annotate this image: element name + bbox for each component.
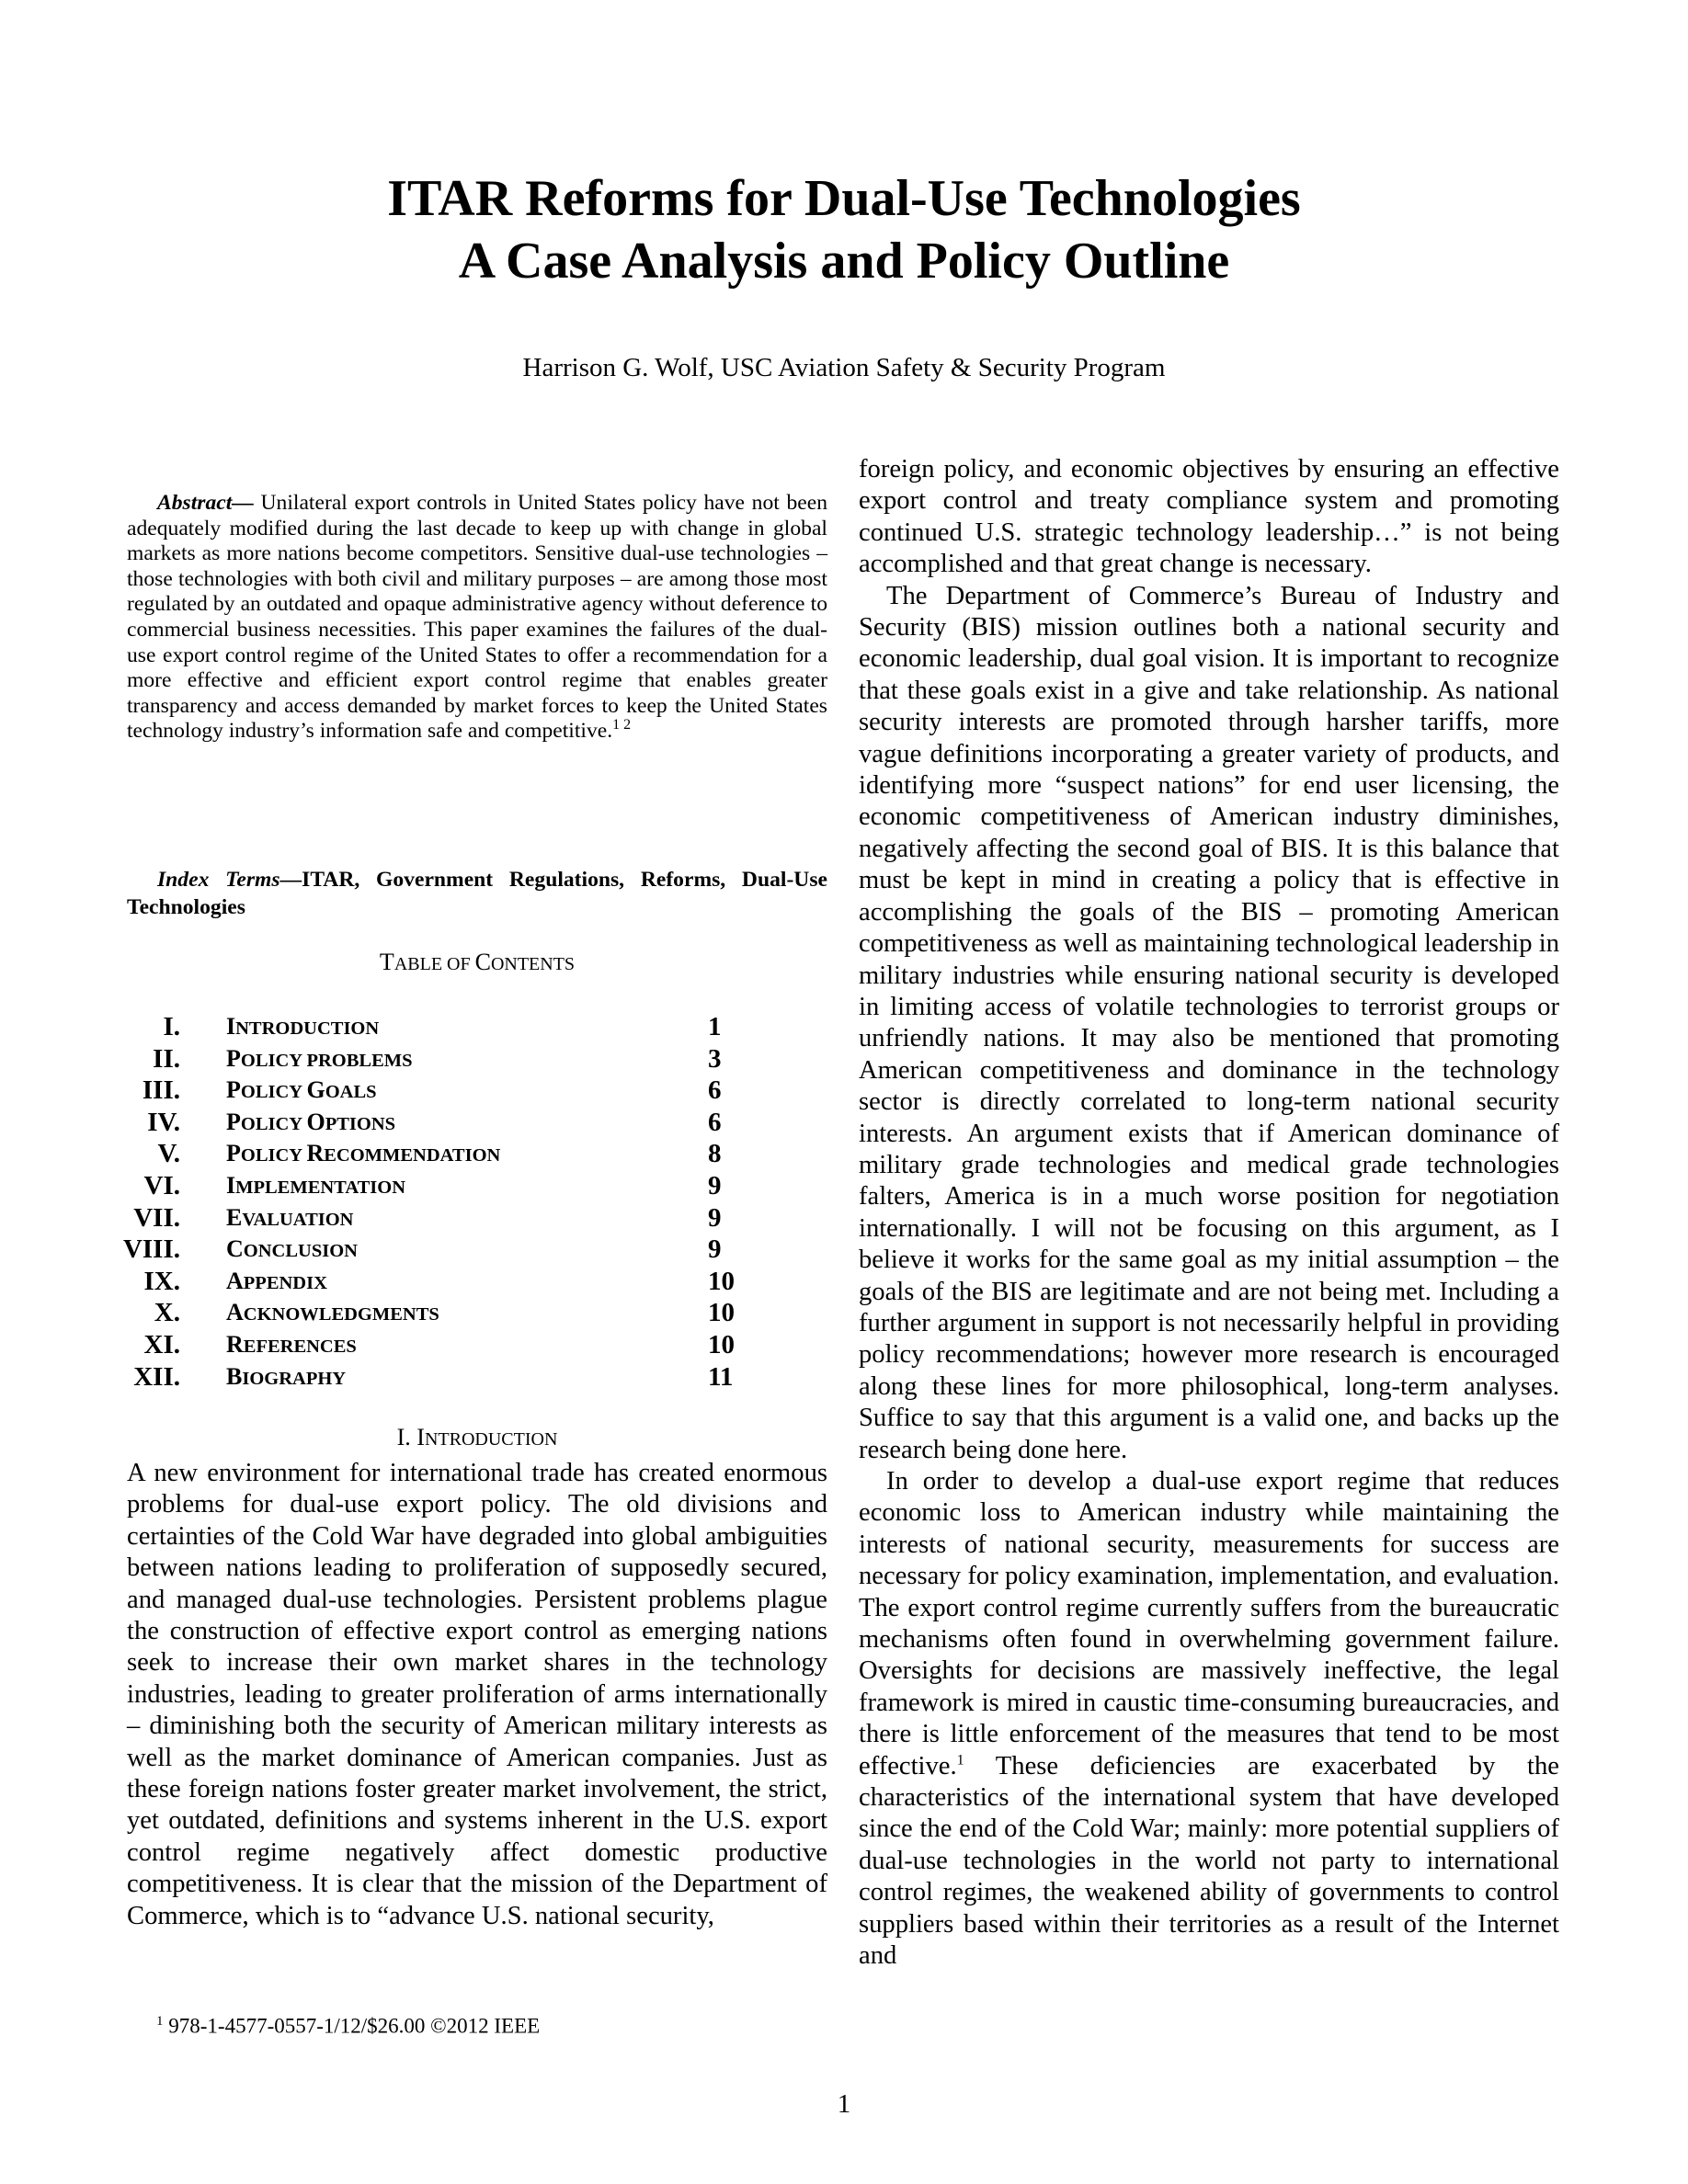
abstract-label: Abstract— [157, 491, 254, 515]
toc-entry-number: VII. [133, 1202, 180, 1233]
toc-heading [127, 949, 827, 978]
toc-entry-page: 10 [708, 1298, 735, 1328]
toc-entry [0, 1234, 827, 1265]
toc-entry-title [226, 1043, 413, 1076]
toc-entry [0, 1075, 827, 1106]
toc-entry-page: 9 [708, 1234, 722, 1265]
toc-entry-number: XII. [133, 1361, 180, 1392]
toc-entry-title [226, 1234, 358, 1267]
abstract-text: Unilateral export controls in United States policy have not been adequately modified during the last decade to keep up with change in global markets as more nations become competitors. Sensitive dual-use technologies – those technologies with both civil and military purposes – are among those most regulated by an outdated and opaque administrative agency without deference to commercial business necessities. This paper examines the failures of the dual-use export control regime of the United States to offer a recommendation for a more effective and efficient export control regime that enables greater transparency and access demanded by market forces to keep the United States technology industry’s information safe and competitive. [127, 491, 827, 744]
toc-entry-title [226, 1107, 395, 1140]
toc-entry-title-part: PTIONS [325, 1113, 396, 1134]
footnote [156, 2009, 540, 2039]
author-line: Harrison G. Wolf, USC Aviation Safety & Security Program [522, 353, 1166, 382]
toc-entry-title-part: OLICY [240, 1145, 307, 1166]
toc-entry-title-part: EFERENCES [243, 1337, 357, 1357]
toc-entry-title-part: B [226, 1362, 243, 1390]
toc-entry-title-part: P [226, 1044, 241, 1072]
toc-entry-number: IX. [143, 1266, 180, 1296]
paper-title [0, 167, 1688, 292]
toc-heading-part: ONTENTS [490, 954, 576, 974]
toc-entry [0, 1361, 827, 1393]
toc-heading-part: C [474, 949, 491, 975]
toc-entry [0, 1266, 827, 1297]
toc-entry-title-part: MPLEMENTATION [235, 1177, 406, 1198]
toc-entry-page: 3 [708, 1043, 722, 1074]
abstract [127, 491, 827, 745]
toc-entry-number: X. [154, 1298, 180, 1328]
toc-entry-number: V. [157, 1139, 180, 1169]
toc-entry-title-part: P [226, 1108, 241, 1135]
toc-entry-page: 10 [708, 1266, 735, 1296]
toc-entry-page: 6 [708, 1107, 722, 1137]
abstract-footnote-marks: 1 2 [612, 717, 632, 734]
footnote-mark: 1 [156, 2014, 164, 2029]
toc-entry-page: 1 [708, 1012, 722, 1041]
toc-entry-title [226, 1266, 327, 1299]
toc-entry-title-part: I [226, 1013, 236, 1040]
toc-entry-title-part: R [306, 1140, 325, 1167]
toc-entry-title-part: ECOMMENDATION [324, 1145, 501, 1166]
toc-heading-part: T [379, 949, 394, 975]
toc-entry-number: I. [163, 1012, 180, 1041]
toc-entry-title-part: I [226, 1172, 236, 1199]
toc-entry-title-part: OLICY [240, 1113, 307, 1134]
toc-entry-title-part: E [226, 1203, 243, 1231]
index-terms-text: —ITAR, Government Regulations, Reforms, Dual-Use Technologies [127, 868, 827, 919]
toc-entry-title [226, 1361, 346, 1394]
toc-entry-title-part: IOGRAPHY [242, 1368, 347, 1389]
toc-entry-number: III. [142, 1075, 180, 1106]
toc-entry-number: II. [153, 1043, 180, 1074]
section-number: I. [396, 1424, 411, 1450]
footnote-text: 978-1-4577-0557-1/12/$26.00 ©2012 IEEE [163, 2014, 541, 2038]
toc-entry-title-part: VALUATION [242, 1209, 354, 1230]
paragraph: foreign policy, and economic objectives by ensuring an effective export control and treaty compliance system and promoting continued U.S. strategic technology leadership…” is not being accomplished and that great change is necessary. [859, 455, 1559, 579]
toc-entry-title-part: PPENDIX [243, 1272, 327, 1293]
toc-entry-title-part: A [226, 1299, 244, 1326]
toc-entry-number: VIII. [122, 1234, 180, 1265]
toc-entry-title-part: OALS [325, 1082, 377, 1103]
introduction-right-column [859, 454, 1559, 1973]
section-title-part: I [416, 1424, 425, 1450]
toc-entry-title-part: OLICY PROBLEMS [240, 1050, 413, 1071]
toc-entry-title [226, 1011, 379, 1044]
toc-entry-title-part: ONCLUSION [243, 1241, 358, 1262]
toc-entry-title-part: R [226, 1331, 244, 1358]
toc-entry-number: XI. [143, 1330, 180, 1359]
toc-entry [0, 1297, 827, 1328]
toc-entry-page: 9 [708, 1171, 722, 1200]
index-terms-label: Index Terms [157, 868, 280, 892]
paragraph-text: In order to develop a dual-use export regime that reduces economic loss to American industry while maintaining the interests of national security, measurements for success are necessary for policy examination, implementation, and evaluation. The export control regime currently suffers from the bureaucratic mechanisms often found in overwhelming government failure. Oversights for decisions are massively ineffective, the legal framework is mired in caustic time-consuming bureaucracies, and there is little enforcement of the measures that tend to be most effective. [859, 1467, 1559, 1780]
toc-entry-title-part: A [226, 1267, 244, 1294]
footnote-mark: 1 [956, 1752, 964, 1769]
toc-heading-part: ABLE OF [393, 954, 475, 974]
toc-entry-page: 8 [708, 1139, 722, 1169]
toc-entry-title-part: O [306, 1108, 325, 1135]
toc-entry [0, 1329, 827, 1360]
index-terms [127, 866, 827, 921]
toc-entry-title [226, 1297, 439, 1330]
section-heading-introduction [127, 1423, 827, 1454]
toc-entry-title [226, 1170, 405, 1203]
paragraph: The Department of Commerce’s Bureau of Industry and Security (BIS) mission outlines both a national security and economic leadership, dual goal vision. It is important to recognize that these goals exist in a give and take relationship. As national security interests are promoted through harsher tariffs, more vague definitions incorporating a greater variety of products, and identifying more “suspect nations” for end user licensing, the economic competitiveness of American industry diminishes, negatively affecting the second goal of BIS. It is this balance that must be kept in mind in creating a policy that is effective in accomplishing the goals of the BIS – promoting American competitiveness as well as maintaining technological leadership in military industries while ensuring national security is developed in limiting access of volatile technologies to terrorist groups or unfriendly nations. It may also be mentioned that promoting American competitiveness and dominance in the technology sector is directly correlated to long-term national security interests. An argument exists that if American dominance of military grade technologies and medical grade technologies falters, America is in a much worse position for negotiation internationally. I will not be focusing on this argument, as I believe it works for the same goal as my initial assumption – the goals of the BIS are legitimate and are not being met. Including a further argument in support is not necessarily helpful in providing policy recommendations; however more research is encouraged along these lines for more philosophical, long-term analyses. Suffice to say that this argument is a valid one, and backs up the research being done here. [859, 581, 1559, 1464]
paragraph [859, 1466, 1559, 1973]
toc-entry-title-part: P [226, 1076, 241, 1104]
section-title-part: NTRODUCTION [424, 1429, 558, 1450]
title-line-2: A Case Analysis and Policy Outline [458, 233, 1230, 290]
toc-entry-number: VI. [143, 1171, 180, 1200]
toc-entry-page: 11 [708, 1361, 734, 1392]
toc-entry-number: IV. [147, 1107, 180, 1137]
toc-entry-title-part: G [306, 1076, 325, 1104]
toc-entry-title [226, 1329, 357, 1362]
page-number: 1 [837, 2089, 851, 2119]
toc-entry-page: 6 [708, 1075, 722, 1106]
toc-entry-title [226, 1138, 500, 1171]
toc-entry-page: 10 [708, 1330, 735, 1359]
toc-entry-title [226, 1202, 353, 1235]
toc-entry-title-part: C [226, 1235, 244, 1263]
toc-entry [0, 1107, 827, 1138]
toc-entry-title [226, 1075, 377, 1108]
toc-entry-title-part: NTRODUCTION [235, 1018, 380, 1039]
toc-entry [0, 1043, 827, 1075]
toc-entry [0, 1202, 827, 1234]
toc-entry [0, 1011, 827, 1042]
paragraph-text: These deficiencies are exacerbated by the characteristics of the international system that have developed since the end of the Cold War; mainly: more potential suppliers of dual-use technologies in the world not party to international control regimes, the weakened ability of governments to control suppliers based within their territories as a result of the Internet and [859, 1751, 1559, 1971]
toc-entry [0, 1170, 827, 1201]
introduction-left-column: A new environment for international trade has created enormous problems for dual-use export policy. The old divisions and certainties of the Cold War have degraded into global ambiguities between nations leading to proliferation of supposedly secured, and managed dual-use technologies. Persistent problems plague the construction of effective export control as emerging nations seek to increase their own market shares in the technology industries, leading to greater proliferation of arms internationally – diminishing both the security of American military interests as well as the market dominance of American companies. Just as these foreign nations foster greater market involvement, the strict, yet outdated, definitions and systems inherent in the U.S. export control regime negatively affect domestic productive competitiveness. It is clear that the mission of the Department of Commerce, which is to “advance U.S. national security, [127, 1459, 827, 1930]
toc-entry-title-part: OLICY [240, 1082, 307, 1103]
title-line-1: ITAR Reforms for Dual-Use Technologies [387, 170, 1301, 227]
toc-entry-title-part: CKNOWLEDGMENTS [243, 1304, 439, 1325]
toc-entry [0, 1138, 827, 1169]
toc-entry-title-part: P [226, 1140, 241, 1167]
toc-entry-page: 9 [708, 1202, 722, 1233]
